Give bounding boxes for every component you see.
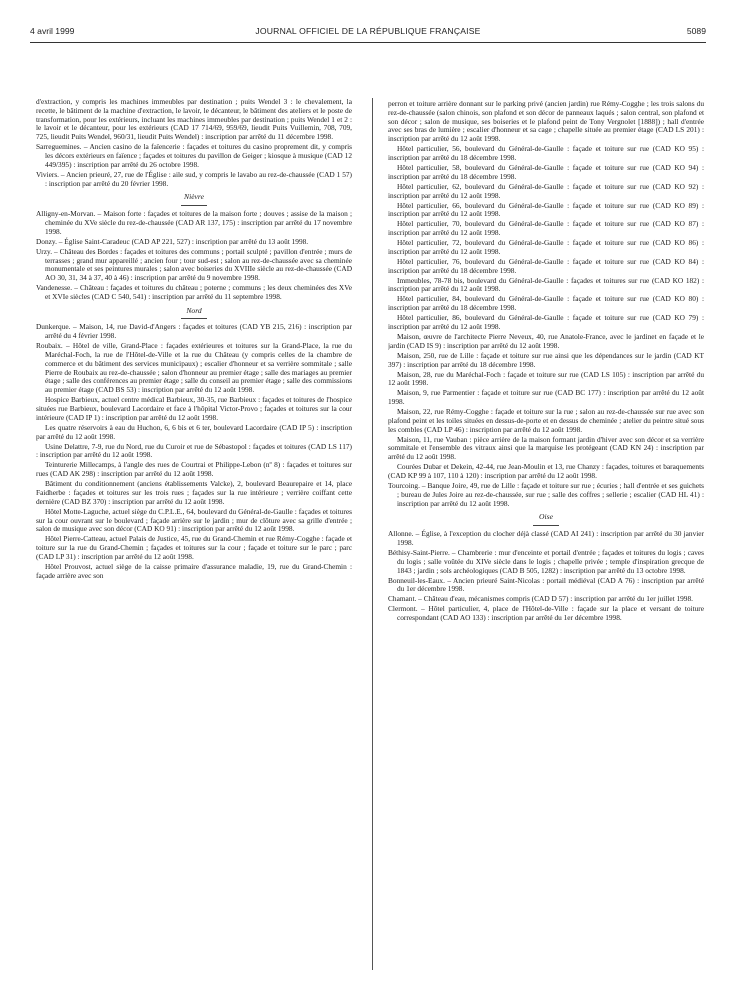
entry-paragraph: Hôtel particulier, 76, boulevard du Général-de-Gaulle : façade et toiture sur rue (CAD KO 84) : inscription par arrêté du 18 décembre 1998. bbox=[388, 256, 704, 275]
left-column bbox=[36, 98, 352, 968]
entry-paragraph: Dunkerque. – Maison, 14, rue David-d'Angers : façades et toitures (CAD YB 215, 216) : inscription par arrêté du 4 février 1998. bbox=[36, 322, 352, 341]
entry-paragraph: Immeubles, 78-78 bis, boulevard du Général-de-Gaulle : façades et toitures sur rue (CAD KO 182) : inscription par arrêté du 12 août 1998. bbox=[388, 275, 704, 294]
entry-paragraph: Béthisy-Saint-Pierre. – Chambrerie : mur d'enceinte et portail d'entrée ; façades et toitures du logis ; caves du logis ; salle voûtée du XIVe siècle dans le logis ; chapelle privée ; temple d'inspiration grecque de 1843 ; jardin ; sols archéologiques (CAD B 505, 1282) : inscription par arrêté du 13 octobre 1998. bbox=[388, 548, 704, 575]
header-date: 4 avril 1999 bbox=[30, 26, 75, 36]
entry-paragraph: Usine Delattre, 7-9, rue du Nord, rue du Curoir et rue de Sébastopol : façades et toitures (CAD LS 117) : inscription par arrêté du 12 août 1998. bbox=[36, 441, 352, 460]
entry-paragraph: Hôtel Prouvost, actuel siège de la caisse primaire d'assurance maladie, 19, rue du Grand-Chemin : façade arrière avec son bbox=[36, 561, 352, 580]
entry-paragraph: Clermont. – Hôtel particulier, 4, place de l'Hôtel-de-Ville : façade sur la place et versant de toiture correspondant (CAD AO 133) : inscription par arrêté du 1er décembre 1998. bbox=[388, 604, 704, 623]
header-page-number: 5089 bbox=[686, 26, 706, 36]
entry-paragraph: Donzy. – Église Saint-Caradeuc (CAD AP 221, 527) : inscription par arrêté du 13 août 1998. bbox=[36, 236, 309, 246]
entry-paragraph: perron et toiture arrière donnant sur le parking privé (ancien jardin) rue Rémy-Cogghe ; les trois salons du rez-de-chaussée (salon chinois, son plafond et son décor de panneaux laqués ; salon central, son plafond et son décor ; salon de musique, ses boiseries et le plafond peint de Tony Vergnolet [1888]) ; hall d'entrée avec ses bras de lumière ; escalier d'honneur et sa cage ; chapelle située au premier étage (CAD LS 201) : inscription par arrêté du 12 août 1998. bbox=[388, 100, 704, 144]
entry-paragraph: Hôtel particulier, 66, boulevard du Général-de-Gaulle : façade et toiture sur rue (CAD KO 89) : inscription par arrêté du 12 août 1998. bbox=[388, 200, 704, 219]
department-heading: Nord bbox=[36, 307, 352, 320]
entry-paragraph: Maison, œuvre de l'architecte Pierre Neveux, 40, rue Anatole-France, avec le jardinet en façade et le jardin (CAD IS 9) : inscription par arrêté du 12 août 1998. bbox=[388, 331, 704, 350]
department-heading: Oise bbox=[388, 513, 704, 526]
entry-paragraph: d'extraction, y compris les machines immeubles par destination ; puits Wendel 3 : le chevalement, la recette, le bâtiment de la machine d'extraction, le lavoir, le décanteur, le bâtiment des ateliers et le poste de transformation, pour les extérieurs, incluant les machines immeubles par destination ; puits Wendel 1 et 2 : le lavoir et le décanteur, pour les extérieurs (CAD 17 714/69, 959/69, lieudit Puits Vuillemin, 708, 709, 725, lieudit Puits Wendel, 960/31, lieudit Puits Wendel) : inscription par arrêté du 11 décembre 1998. bbox=[36, 98, 352, 142]
entry-paragraph: Bonneuil-les-Eaux. – Ancien prieuré Saint-Nicolas : portail médiéval (CAD A 76) : inscription par arrêté du 1er décembre 1998. bbox=[388, 575, 704, 594]
entry-paragraph: Sarreguemines. – Ancien casino de la faïencerie : façades et toitures du casino proprement dit, y compris les décors extérieurs en faïence ; façades et toitures du pavillon de Geiger ; kiosque à musique (CAD 12 449/395) : inscription par arrêté du 26 octobre 1998. bbox=[36, 142, 352, 169]
entry-paragraph: Vandenesse. – Château : façades et toitures du château ; poterne ; communs ; les deux cheminées des XVe et XVIe siècles (CAD C 540, 541) : inscription par arrêté du 11 septembre 1998. bbox=[36, 283, 352, 301]
entry-paragraph: Allonne. – Église, à l'exception du clocher déjà classé (CAD AI 241) : inscription par arrêté du 30 janvier 1998. bbox=[388, 529, 704, 548]
header-rule bbox=[30, 42, 706, 43]
entry-paragraph: Hôtel particulier, 86, boulevard du Général-de-Gaulle : façade et toiture sur rue (CAD KO 79) : inscription par arrêté du 12 août 1998. bbox=[388, 313, 704, 331]
entry-paragraph: Maison, 9, rue Parmentier : façade et toiture sur rue (CAD BC 177) : inscription par arrêté du 12 août 1998. bbox=[388, 388, 704, 407]
header-title: JOURNAL OFFICIEL DE LA RÉPUBLIQUE FRANÇAISE bbox=[255, 26, 481, 36]
entry-paragraph: Hôtel particulier, 72, boulevard du Général-de-Gaulle : façade et toiture sur rue (CAD KO 86) : inscription par arrêté du 12 août 1998. bbox=[388, 238, 704, 256]
entry-paragraph: Hôtel particulier, 62, boulevard du Général-de-Gaulle : façade et toiture sur rue (CAD KO 92) : inscription par arrêté du 12 août 1998. bbox=[388, 181, 704, 200]
entry-paragraph: Hôtel particulier, 56, boulevard du Général-de-Gaulle : façade et toiture sur rue (CAD KO 95) : inscription par arrêté du 18 décembre 1998. bbox=[388, 144, 704, 162]
entry-paragraph: Maison, 250, rue de Lille : façade et toiture sur rue ainsi que les dépendances sur le jardin (CAD KT 397) : inscription par arrêté du 18 décembre 1998. bbox=[388, 350, 704, 369]
entry-paragraph: Maison, 11, rue Vauban : pièce arrière de la maison formant jardin d'hiver avec son décor et sa verrière sommitale et l'ensemble des vitraux ainsi que la marquise les protégeant (CAD KN 24) : inscription par arrêté du 12 août 1998. bbox=[388, 434, 704, 462]
entry-paragraph: Maison, 22, rue Rémy-Cogghe : façade et toiture sur la rue ; salon au rez-de-chaussée sur rue avec son plafond peint et les toiles situées en dessus-de-porte et en dessus de cheminée ; atelier du peintre situé sous les combles (CAD LP 46) : inscription par arrêté du 12 août 1998. bbox=[388, 407, 704, 434]
entry-paragraph: Urzy. – Château des Bordes : façades et toitures des communs ; portail sculpté ; pavillon d'entrée ; murs de terrasses ; grand mur appareillé ; ancien four ; tour sud-est ; salon au rez-de-chaussée avec sa cheminée monumentale et ses peintures murales ; salon avec boiseries du XVIIIe siècle au rez-de-chaussée (CAD AO 30, 31, 34 à 37, 40 à 46) : inscription par arrêté du 9 novembre 1998. bbox=[36, 246, 352, 283]
entry-paragraph: Hôtel Motte-Laguche, actuel siège du C.P.L.E., 64, boulevard du Général-de-Gaulle : façades et toitures sur la cour ouvrant sur le boulevard ; façade arrière sur le jardin ; mur de clôture avec sa grille d'entrée ; salon de musique avec son décor (CAD KO 91) : inscription par arrêté du 12 août 1998. bbox=[36, 506, 352, 534]
entry-paragraph: Hôtel particulier, 70, boulevard du Général-de-Gaulle : façade et toiture sur rue (CAD KO 87) : inscription par arrêté du 12 août 1998. bbox=[388, 219, 704, 238]
department-heading: Nièvre bbox=[36, 193, 352, 206]
entry-paragraph: Hôtel particulier, 84, boulevard du Général-de-Gaulle : façade et toiture sur rue (CAD KO 80) : inscription par arrêté du 18 décembre 1998. bbox=[388, 294, 704, 313]
entry-paragraph: Hôtel particulier, 58, boulevard du Général-de-Gaulle : façade et toiture sur rue (CAD KO 94) : inscription par arrêté du 18 décembre 1998. bbox=[388, 162, 704, 181]
entry-paragraph: Courées Dubar et Dekein, 42-44, rue Jean-Moulin et 13, rue Chanzy : façades, toitures et baraquements (CAD KP 99 à 107, 110 à 120) : inscription par arrêté du 12 août 1998. bbox=[388, 462, 704, 481]
column-divider bbox=[372, 98, 373, 970]
entry-paragraph: Maison, 28, rue du Maréchal-Foch : façade et toiture sur rue (CAD LS 105) : inscription par arrêté du 12 août 1998. bbox=[388, 369, 704, 388]
entry-paragraph: Bâtiment du conditionnement (anciens établissements Valcke), 2, boulevard Beaurepaire et 14, place Faidherbe : façades et toitures sur les trois rues ; façades sur la rue intérieure ; verrière coiffant cette dernière (CAD BZ 370) : inscription par arrêté du 12 août 1998. bbox=[36, 479, 352, 506]
entry-paragraph: Chamant. – Château d'eau, mécanismes compris (CAD D 57) : inscription par arrêté du 1er juillet 1998. bbox=[388, 594, 693, 604]
entry-paragraph: Hospice Barbieux, actuel centre médical Barbieux, 30-35, rue Barbieux : façades et toitures de l'hospice situées rue Barbieux, boulevard Lacordaire et face à l'hôpital Victor-Provo ; façades et toitures sur la cour intérieure (CAD IP 1) : inscription par arrêté du 12 août 1998. bbox=[36, 395, 352, 422]
right-column bbox=[388, 100, 704, 970]
entry-paragraph: Hôtel Pierre-Catteau, actuel Palais de Justice, 45, rue du Grand-Chemin et rue Rémy-Cogghe : façade et toiture sur la rue du Grand-Chemin ; façades et toitures sur la cour ; façade et toiture sur le parc ; parc (CAD LP 31) : inscription par arrêté du 12 août 1998. bbox=[36, 534, 352, 561]
entry-paragraph: Alligny-en-Morvan. – Maison forte : façades et toitures de la maison forte ; douves ; assise de la maison ; cheminée du XVe siècle du rez-de-chaussée (CAD AR 137, 175) : inscription par arrêté du 17 novembre 1998. bbox=[36, 209, 352, 236]
entry-paragraph: Les quatre réservoirs à eau du Huchon, 6, 6 bis et 6 ter, boulevard Lacordaire (CAD IP 5) : inscription par arrêté du 12 août 1998. bbox=[36, 422, 352, 441]
entry-paragraph: Teinturerie Millecamps, à l'angle des rues de Courtrai et Philippe-Lebon (nº 8) : façades et toitures sur rues (CAD AK 298) : inscription par arrêté du 12 août 1998. bbox=[36, 460, 352, 479]
entry-paragraph: Tourcoing. – Banque Joire, 49, rue de Lille : façade et toiture sur rue ; écuries ; hall d'entrée et ses guichets ; bureau de Jules Joire au rez-de-chaussée, sur rue ; salle des coffres ; sellerie ; escalier (CAD HL 41) : inscription par arrêté du 12 août 1998. bbox=[388, 481, 704, 508]
entry-paragraph: Roubaix. – Hôtel de ville, Grand-Place : façades extérieures et toitures sur la Grand-Place, la rue du Maréchal-Foch, la rue de l'Hôtel-de-Ville et la rue du Château (y compris celles de la chambre de commerce et du bâtiment des services municipaux) ; escalier d'honneur et sa verrière sommitale ; salle Pierre de Roubaix au rez-de-chaussée ; salon d'honneur au premier étage ; salle des mariages au premier étage ; salle des conférences au premier étage ; salle du conseil au premier étage ; salle des commissions au premier étage (CAD BS 53) : inscription par arrêté du 12 août 1998. bbox=[36, 341, 352, 395]
entry-paragraph: Viviers. – Ancien prieuré, 27, rue de l'Église : aile sud, y compris le lavabo au rez-de-chaussée (CAD 1 57) : inscription par arrêté du 20 février 1998. bbox=[36, 169, 352, 188]
